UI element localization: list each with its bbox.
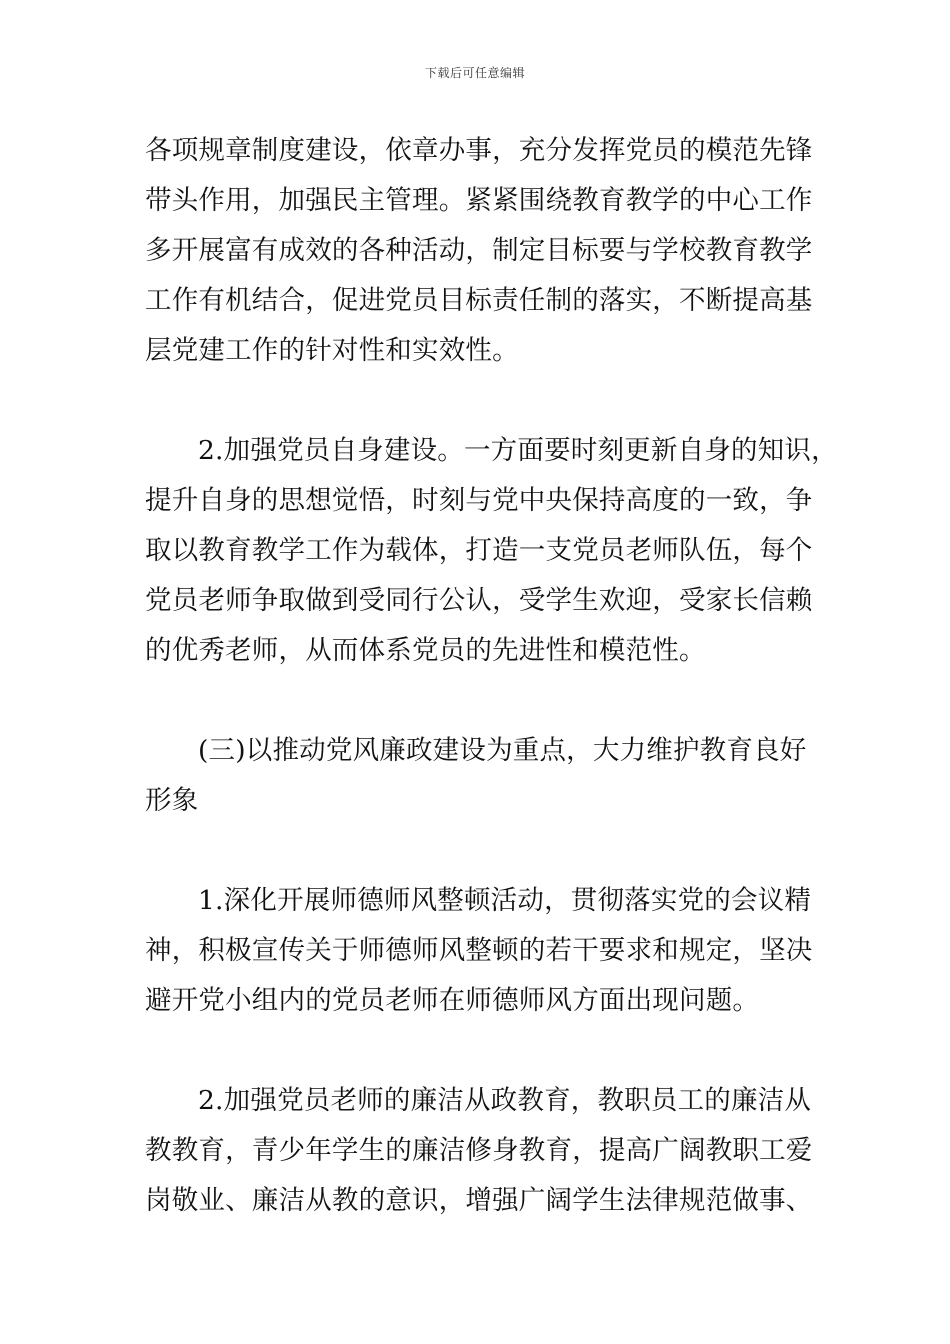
paragraph-line: 神，积极宣传关于师德师风整顿的若干要求和规定，坚决 <box>145 935 813 966</box>
paragraph <box>145 1076 813 1226</box>
paragraph-line: 多开展富有成效的各种活动，制定目标要与学校教育教学 <box>145 235 813 266</box>
paragraph <box>145 426 838 676</box>
paragraph-spacer <box>145 1026 810 1076</box>
paragraph-line: 层党建工作的针对性和实效性。 <box>145 335 519 366</box>
paragraph-line: 取以教育教学工作为载体，打造一支党员老师队伍，每个 <box>145 535 813 566</box>
paragraph-spacer <box>145 376 810 426</box>
paragraph-line: 岗敬业、廉洁从教的意识，增强广阔学生法律规范做事、 <box>145 1185 813 1216</box>
paragraph-line: 提升自身的思想觉悟，时刻与党中央保持高度的一致，争 <box>145 485 813 516</box>
paragraph-spacer <box>145 676 810 726</box>
section-heading <box>145 726 810 826</box>
section-heading-line: 形象 <box>145 785 199 816</box>
paragraph-first-line: 1.深化开展师德师风整顿活动，贯彻落实党的会议精 <box>198 885 812 916</box>
paragraph-line: 的优秀老师，从而体系党员的先进性和模范性。 <box>145 635 706 666</box>
paragraph-line: 各项规章制度建设，依章办事，充分发挥党员的模范先锋 <box>145 135 813 166</box>
paragraph <box>145 126 813 376</box>
paragraph-first-line: 2.加强党员自身建设。一方面要时刻更新自身的知识， <box>198 435 838 466</box>
paragraph-spacer <box>145 826 810 876</box>
paragraph <box>145 876 813 1026</box>
section-heading-line: (三)以推动党风廉政建设为重点，大力维护教育良好 <box>198 735 807 766</box>
paragraph-line: 工作有机结合，促进党员目标责任制的落实，不断提高基 <box>145 285 813 316</box>
paragraph-line: 避开党小组内的党员老师在师德师风方面出现问题。 <box>145 985 760 1016</box>
paragraph-line: 带头作用，加强民主管理。紧紧围绕教育教学的中心工作 <box>145 185 813 216</box>
paragraph-line: 教教育，青少年学生的廉洁修身教育，提高广阔教职工爱 <box>145 1135 813 1166</box>
paragraph-first-line: 2.加强党员老师的廉洁从政教育，教职员工的廉洁从 <box>198 1085 812 1116</box>
page-header: 下载后可任意编辑 <box>424 66 525 80</box>
paragraph-line: 党员老师争取做到受同行公认，受学生欢迎，受家长信赖 <box>145 585 813 616</box>
document-body <box>145 126 838 1226</box>
